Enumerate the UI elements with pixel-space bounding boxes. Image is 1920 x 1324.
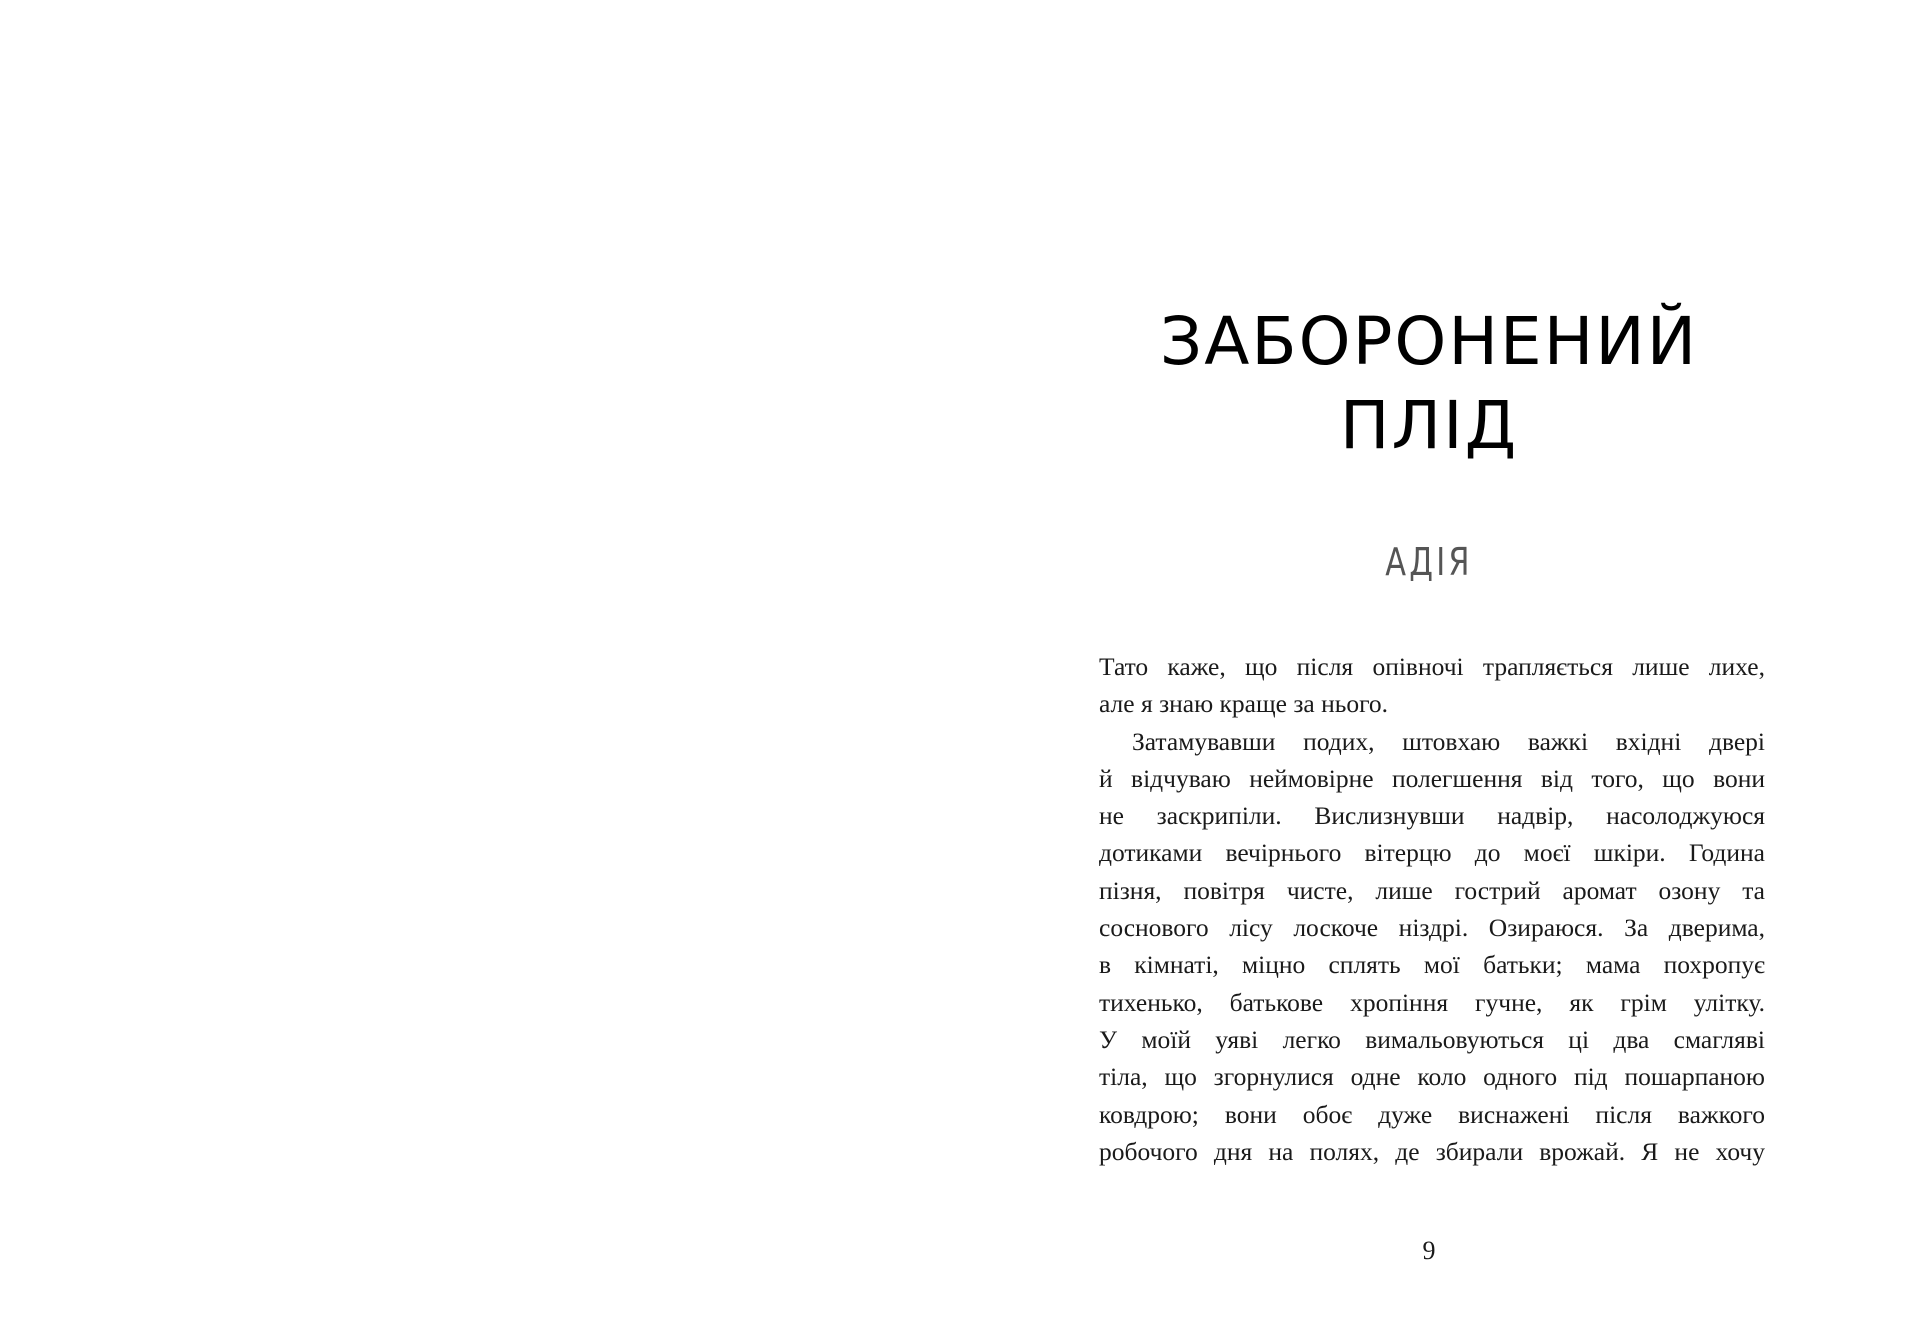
text-line: Затамувавши подих, штовхаю важкі вхідні двері [1132,726,1765,756]
text-line: ковдрою; вони обоє дуже виснажені після важкого [1099,1099,1765,1129]
text-line: але я знаю краще за нього. [1099,689,1389,719]
chapter-title-line: ПЛІД [1339,387,1519,464]
body-text [1099,648,1765,1170]
text-line: й відчуваю неймовірне полегшення від того, що вони [1099,763,1765,793]
text-line: робочого дня на полях, де збирали врожай. Я не хочу [1099,1136,1765,1166]
text-line: в кімнаті, міцно сплять мої батьки; мама похропує [1099,950,1765,980]
chapter-title-line: ЗАБОРОНЕНИЙ [1159,303,1699,380]
text-line: тіла, що згорнулися одне коло одного під пошарпаною [1099,1062,1765,1092]
text-line: соснового лісу лоскоче ніздрі. Озираюся. За дверима, [1099,913,1765,943]
text-line: не заскрипіли. Вислизнувши надвір, насолоджуюся [1099,801,1765,831]
chapter-title [1093,300,1765,468]
text-line: У моїй уяві легко вимальовуються ці два смагляві [1099,1024,1765,1054]
text-line: пізня, повітря чисте, лише гострий аромат озону та [1099,875,1765,905]
text-line: тихенько, батькове хропіння гучне, як грім улітку. [1099,987,1765,1017]
text-line: дотиками вечірнього вітерцю до моєї шкіри. Година [1099,838,1765,868]
page-number: 9 [1422,1236,1436,1265]
chapter-subtitle: АДІЯ [1385,540,1473,584]
text-line: Тато каже, що після опівночі трапляється лише лихе, [1099,652,1765,681]
